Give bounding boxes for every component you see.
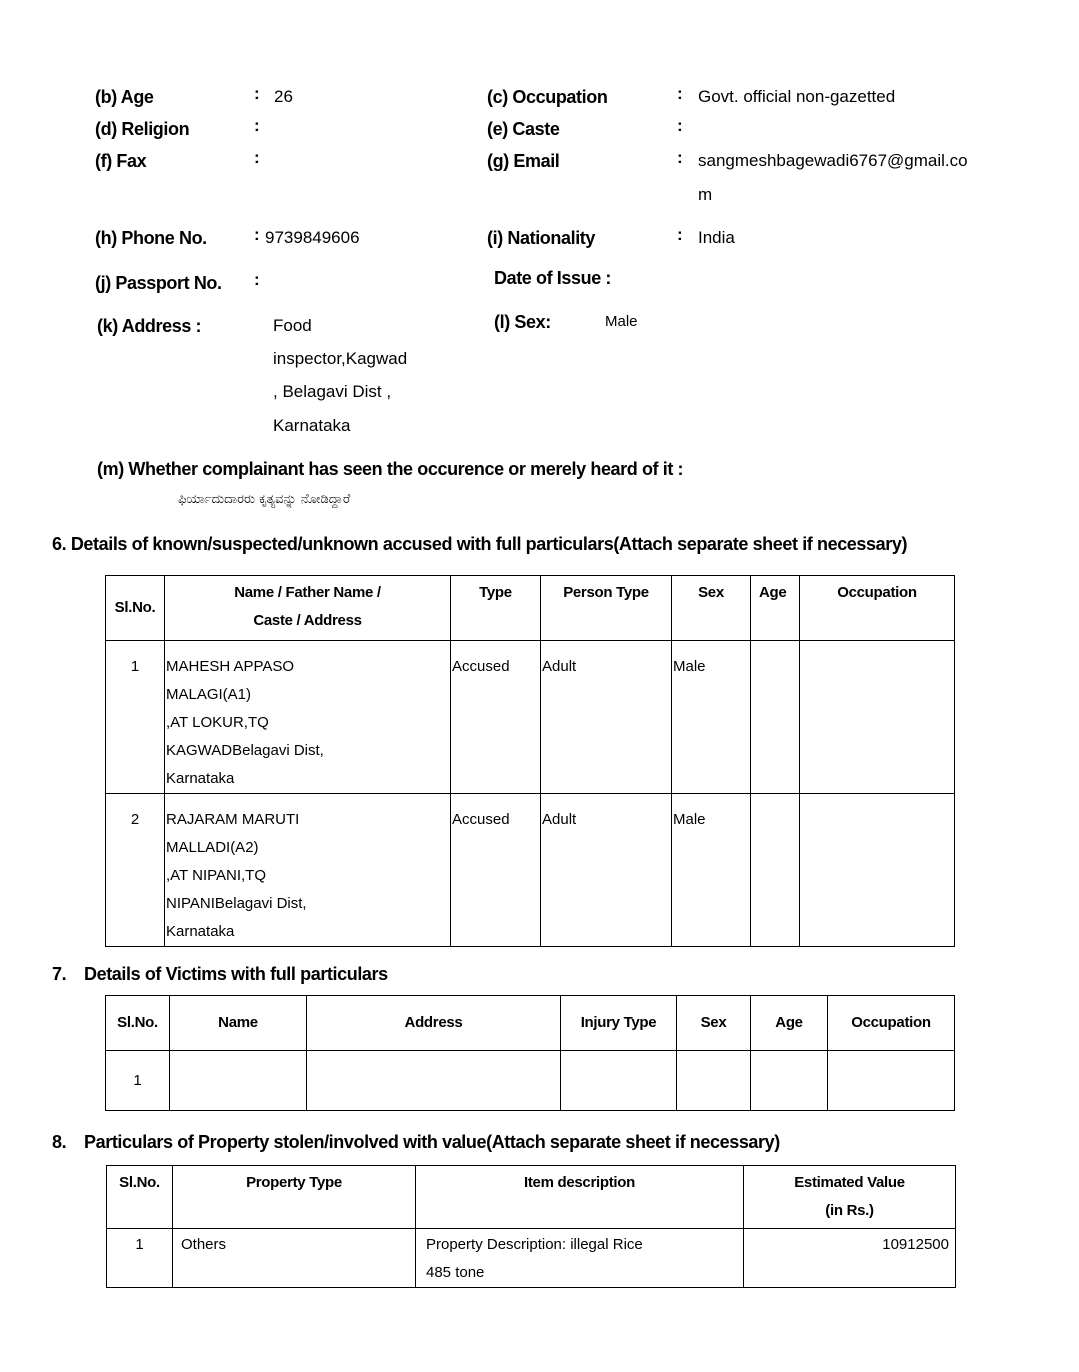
col-header-sex: Sex [672,576,751,641]
name-line: Karnataka [166,770,235,787]
sex-value: Male [605,313,638,330]
col-header-value-line2: (in Rs.) [825,1202,874,1219]
col-header-property-type: Property Type [173,1166,416,1229]
name-line: NIPANIBelagavi Dist, [166,895,307,912]
col-header-address: Address [307,996,561,1051]
email-label: (g) Email [487,151,560,171]
occupation-label: (c) Occupation [487,87,608,107]
sex-label: (l) Sex: [494,312,551,332]
name-line: ,AT NIPANI,TQ [166,867,267,884]
fax-colon: : [254,148,260,167]
caste-colon: : [677,116,683,135]
cell-sex: Male [672,794,751,947]
age-value: 26 [274,87,293,106]
col-header-occupation: Occupation [828,996,955,1051]
table-row [106,641,955,794]
col-header-item-description: Item description [416,1166,744,1229]
address-line: , Belagavi Dist , [273,382,392,401]
phone-value: 9739849606 [265,228,360,247]
col-header-occupation: Occupation [800,576,955,641]
col-header-estimated-value [744,1166,956,1229]
col-header-age: Age [751,996,828,1051]
email-value-line1: sangmeshbagewadi6767@gmail.co [698,151,968,170]
col-header-value-line1: Estimated Value [794,1174,905,1191]
item-line: Property Description: illegal Rice [426,1236,643,1253]
section-7-heading: Details of Victims with full particulars [84,964,388,984]
cell-slno: 1 [106,1051,170,1111]
col-header-sex: Sex [677,996,751,1051]
col-header-person-type: Person Type [541,576,672,641]
occupation-colon: : [677,84,683,103]
col-header-name-line2: Caste / Address [253,612,362,629]
phone-label: (h) Phone No. [95,228,207,248]
issue-date-label: Date of Issue : [494,268,612,288]
table-row [106,1051,955,1111]
cell-item-description [416,1229,744,1288]
name-line: MALAGI(A1) [166,686,252,703]
age-label: (b) Age [95,87,154,107]
victims-table [105,995,955,1111]
cell-sex [677,1051,751,1111]
passport-label: (j) Passport No. [95,273,222,293]
col-header-name: Name [170,996,307,1051]
age-colon: : [254,84,260,103]
occupation-value: Govt. official non-gazetted [698,87,896,106]
table-row [106,794,955,947]
passport-colon: : [254,270,260,289]
section-8-heading: Particulars of Property stolen/involved with value(Attach separate sheet if necessary) [84,1132,780,1152]
cell-age [751,794,800,947]
religion-label: (d) Religion [95,119,190,139]
cell-slno: 2 [106,794,165,947]
cell-age [751,641,800,794]
cell-estimated-value: 10912500 [744,1229,956,1288]
col-header-injury-type: Injury Type [561,996,677,1051]
col-header-name [165,576,451,641]
col-header-name-line1: Name / Father Name / [234,584,381,601]
name-line: RAJARAM MARUTI [166,811,300,828]
name-line: MALLADI(A2) [166,839,259,856]
fax-label: (f) Fax [95,151,147,171]
victims-header-row [106,996,955,1051]
table-row [107,1229,956,1288]
cell-slno: 1 [107,1229,173,1288]
cell-type: Accused [451,641,541,794]
seen-occurrence-value: ಫಿರ್ಯಾದುದಾರರು ಕೃತ್ಯವನ್ನು ನೋಡಿದ್ದಾರೆ [178,492,351,507]
cell-sex: Male [672,641,751,794]
cell-occupation [800,794,955,947]
address-label: (k) Address : [97,316,202,336]
name-line: MAHESH APPASO [166,658,295,675]
cell-property-type: Others [173,1229,416,1288]
property-table [106,1165,956,1288]
section-7-number: 7. [52,964,67,984]
cell-occupation [800,641,955,794]
cell-slno: 1 [106,641,165,794]
cell-name-address [165,794,451,947]
cell-person-type: Adult [541,794,672,947]
nationality-value: India [698,228,735,247]
address-line: inspector,Kagwad [273,349,408,368]
name-line: Karnataka [166,923,235,940]
cell-address [307,1051,561,1111]
caste-label: (e) Caste [487,119,560,139]
accused-header-row [106,576,955,641]
col-header-slno: Sl.No. [107,1166,173,1229]
section-6-heading: 6. Details of known/suspected/unknown accused with full particulars(Attach separate sheet if necessary) [52,534,908,554]
col-header-slno: Sl.No. [106,996,170,1051]
col-header-age: Age [751,576,800,641]
col-header-slno: Sl.No. [106,576,165,641]
section-8-number: 8. [52,1132,67,1152]
nationality-label: (i) Nationality [487,228,596,248]
phone-colon: : [254,225,260,244]
religion-colon: : [254,116,260,135]
cell-person-type: Adult [541,641,672,794]
col-header-type: Type [451,576,541,641]
item-line: 485 tone [426,1264,485,1281]
cell-age [751,1051,828,1111]
cell-occupation [828,1051,955,1111]
address-line: Karnataka [273,416,351,435]
cell-name [170,1051,307,1111]
cell-name-address [165,641,451,794]
email-colon: : [677,148,683,167]
name-line: KAGWADBelagavi Dist, [166,742,324,759]
cell-type: Accused [451,794,541,947]
nationality-colon: : [677,225,683,244]
cell-injury-type [561,1051,677,1111]
seen-occurrence-label: (m) Whether complainant has seen the occurence or merely heard of it : [97,459,684,479]
property-header-row [107,1166,956,1229]
address-line: Food [273,316,312,335]
email-value-line2: m [698,185,713,204]
accused-table [105,575,955,947]
name-line: ,AT LOKUR,TQ [166,714,269,731]
